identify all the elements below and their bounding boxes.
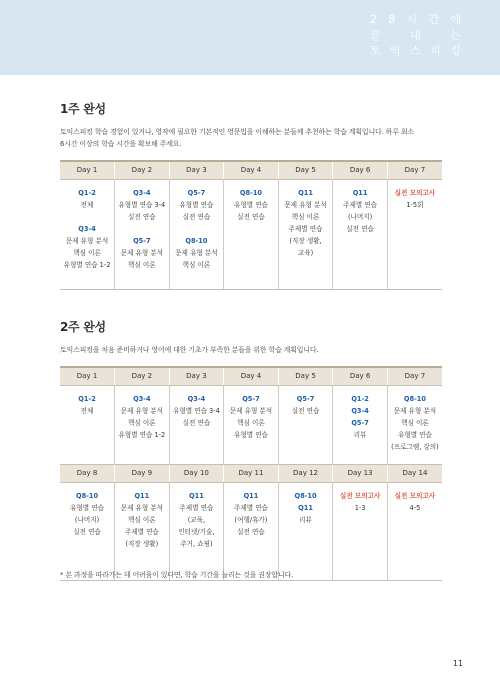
day-header: Day 3 <box>169 367 224 385</box>
question-range: Q1-2 <box>78 188 96 197</box>
section-description <box>60 126 442 150</box>
study-block <box>170 490 224 550</box>
study-block <box>333 393 387 441</box>
activity-line: 실전 연습 <box>73 527 101 536</box>
activity-line: (직장 생활) <box>125 539 159 548</box>
question-range: Q3-4 <box>78 224 96 233</box>
book-title-char: 피 <box>430 44 442 57</box>
question-range: Q5-7 <box>242 394 260 403</box>
activity-line: 문제 유형 분석 <box>393 406 437 415</box>
activity-line: (교육, <box>187 515 206 524</box>
day-header: Day 8 <box>60 464 115 482</box>
schedule-table-1-week <box>60 160 442 290</box>
plan-1-week <box>60 100 442 290</box>
activity-line: 유형별 연습 <box>397 430 432 439</box>
activity-line: 핵심 이론 <box>401 418 429 427</box>
book-title-char: 스 <box>410 44 422 57</box>
book-title-char: 토 <box>370 44 382 57</box>
study-block <box>388 187 442 211</box>
study-block <box>115 187 169 223</box>
day-header: Day 9 <box>115 464 170 482</box>
activity-line: (나머지) <box>74 515 100 524</box>
schedule-table-2-week <box>60 366 442 581</box>
activity-line: 문제 유형 분석 <box>120 406 164 415</box>
day-cell <box>278 179 333 289</box>
footnote: * 본 과정을 따라가는 데 어려움이 있다면, 학습 기간을 늘리는 것을 권장합니다. <box>60 571 294 579</box>
description-line: 6시간 이상의 학습 시간을 확보해 주세요. <box>60 140 182 148</box>
study-block <box>115 393 169 441</box>
activity-line: 1-3 <box>354 503 366 512</box>
day-header: Day 3 <box>169 161 224 179</box>
day-cell <box>60 385 115 464</box>
activity-line: 실전 연습 <box>346 224 374 233</box>
activity-line: 주제별 연습 <box>179 503 214 512</box>
activity-line: 실전 연습 <box>237 212 265 221</box>
book-title-line <box>370 43 462 59</box>
day-cell <box>115 179 170 289</box>
day-header: Day 2 <box>115 161 170 179</box>
activity-line: 유형별 연습 1-2 <box>63 260 111 269</box>
question-range: Q3-4 <box>133 188 151 197</box>
activity-line: 핵심 이론 <box>237 418 265 427</box>
book-title-char: 끝 <box>370 28 382 42</box>
activity-line: 실전 연습 <box>291 406 320 415</box>
day-cell <box>387 179 442 289</box>
day-header: Day 5 <box>278 161 333 179</box>
page-number: 11 <box>452 659 463 668</box>
day-cell <box>169 179 224 289</box>
day-cell <box>60 179 115 289</box>
question-range: Q3-4 <box>133 394 151 403</box>
question-range: Q11 <box>298 188 313 197</box>
section-title: 1주 완성 <box>60 102 106 116</box>
question-range: Q5-7 <box>133 236 151 245</box>
activity-line: 핵심 이론 <box>291 212 320 221</box>
activity-line: 주제별 연습 <box>233 503 268 512</box>
activity-line: 문제 유형 분석 <box>175 248 218 257</box>
question-range: Q5-7 <box>187 188 206 197</box>
book-title-char: 에 <box>450 13 462 26</box>
study-block <box>224 490 278 538</box>
day-cell <box>224 482 279 580</box>
question-range: Q5-7 <box>351 418 369 427</box>
activity-line: 유형별 연습 <box>233 430 268 439</box>
question-range: Q8-10 <box>75 491 99 500</box>
day-header: Day 6 <box>333 161 388 179</box>
day-header: Day 1 <box>60 161 115 179</box>
activity-line: 4-5 <box>409 503 421 512</box>
activity-line: 핵심 이론 <box>182 260 211 269</box>
day-header: Day 7 <box>387 367 442 385</box>
activity-line: 유형별 연습 <box>179 200 214 209</box>
day-cell <box>387 385 442 464</box>
day-header: Day 4 <box>224 367 279 385</box>
activity-line: 유형별 연습 3-4 <box>118 200 166 209</box>
study-block <box>170 187 224 223</box>
section-description <box>60 344 442 356</box>
activity-line: 유형별 연습 <box>70 503 104 512</box>
activity-line: 교육) <box>297 248 314 257</box>
activity-line: 주제별 연습 <box>343 200 378 209</box>
activity-line: 전체 <box>80 406 94 415</box>
question-range: Q8-10 <box>403 394 426 403</box>
study-block <box>60 187 114 211</box>
activity-line: 1-5회 <box>406 200 424 209</box>
activity-line: 리뷰 <box>299 515 312 524</box>
activity-line: (직장 생활, <box>289 236 322 245</box>
activity-line: 주제별 연습 <box>124 527 159 536</box>
activity-line: 실전 연습 <box>182 418 211 427</box>
question-range: Q11 <box>298 503 313 512</box>
description-line: 토익스피킹을 처음 준비하거나 영어에 대한 기초가 부족한 분들을 위한 학습 계획입니다. <box>60 346 319 354</box>
book-title-char: 2 <box>370 13 378 26</box>
activity-line: 실전 연습 <box>237 527 265 536</box>
study-block <box>279 187 333 259</box>
activity-line: 리뷰 <box>353 430 367 439</box>
study-block <box>279 490 333 526</box>
day-header: Day 14 <box>387 464 442 482</box>
activity-line: 전체 <box>80 200 94 209</box>
question-range: Q8-10 <box>239 188 263 197</box>
question-range: Q3-4 <box>351 406 369 415</box>
study-block <box>170 393 224 429</box>
activity-line: 유형별 연습 <box>233 200 268 209</box>
book-title-char: 익 <box>390 44 402 57</box>
book-title-char: 내 <box>410 28 422 42</box>
activity-line: (여행/휴가) <box>234 515 268 524</box>
study-block <box>279 393 333 417</box>
question-range: Q5-7 <box>296 394 315 403</box>
activity-line: 인터넷/기술, <box>178 527 215 536</box>
plan-2-week <box>60 318 442 581</box>
day-cell <box>333 385 388 464</box>
day-cell <box>224 385 279 464</box>
question-range: Q11 <box>189 491 204 500</box>
study-block <box>333 187 387 235</box>
activity-line: 문제 유형 분석 <box>65 236 109 245</box>
study-block <box>388 393 442 453</box>
activity-line: 핵심 이론 <box>128 515 156 524</box>
study-block <box>60 393 114 417</box>
activity-line: 주제별 연습 <box>288 224 323 233</box>
question-range: Q11 <box>243 491 259 500</box>
study-block <box>60 223 114 271</box>
activity-line: 주거, 쇼핑) <box>180 539 213 548</box>
day-cell <box>387 482 442 580</box>
book-title-char: 는 <box>450 28 462 42</box>
day-cell <box>224 179 279 289</box>
book-title-char: 8 <box>388 13 397 26</box>
book-title-char: 킹 <box>450 44 462 57</box>
book-title-line <box>370 28 462 44</box>
activity-line: (프로그램, 강의) <box>391 442 439 451</box>
day-header: Day 5 <box>278 367 333 385</box>
activity-line: 문제 유형 분석 <box>229 406 273 415</box>
book-title <box>370 12 462 59</box>
day-cell <box>169 385 224 464</box>
question-range: Q1-2 <box>78 394 96 403</box>
day-header: Day 4 <box>224 161 279 179</box>
day-header: Day 13 <box>333 464 388 482</box>
activity-line: 실전 연습 <box>128 212 156 221</box>
day-cell <box>333 179 388 289</box>
study-block <box>115 235 169 271</box>
activity-line: 문제 유형 분석 <box>284 200 327 209</box>
activity-line: 문제 유형 분석 <box>120 503 164 512</box>
mock-test-label: 실전 모의고사 <box>394 491 436 500</box>
mock-test-label: 실전 모의고사 <box>339 491 381 500</box>
mock-test-label: 실전 모의고사 <box>394 188 436 197</box>
day-header: Day 1 <box>60 367 115 385</box>
question-range: Q1-2 <box>351 394 369 403</box>
book-title-char: 간 <box>428 13 441 26</box>
day-cell <box>169 482 224 580</box>
day-header: Day 7 <box>387 161 442 179</box>
question-range: Q8-10 <box>185 236 208 245</box>
activity-line: 핵심 이론 <box>128 260 156 269</box>
section-title: 2주 완성 <box>60 320 106 334</box>
study-block <box>388 490 442 514</box>
activity-line: 실전 연습 <box>182 212 211 221</box>
day-header: Day 12 <box>278 464 333 482</box>
day-header: Day 11 <box>224 464 279 482</box>
activity-line: 핵심 이론 <box>73 248 101 257</box>
day-cell <box>60 482 115 580</box>
study-block <box>224 393 278 441</box>
study-block <box>60 490 114 538</box>
header-band <box>0 0 500 75</box>
day-header: Day 10 <box>169 464 224 482</box>
activity-line: 문제 유형 분석 <box>120 248 164 257</box>
day-cell <box>115 482 170 580</box>
activity-line: 유형별 연습 3-4 <box>173 406 220 415</box>
day-cell <box>278 482 333 580</box>
study-block <box>170 235 224 271</box>
day-cell <box>115 385 170 464</box>
book-title-line <box>370 12 462 28</box>
activity-line: (나머지) <box>347 212 373 221</box>
book-title-char: 시 <box>406 13 419 26</box>
activity-line: 핵심 이론 <box>128 418 156 427</box>
day-header: Day 6 <box>333 367 388 385</box>
study-block <box>115 490 169 550</box>
day-cell <box>278 385 333 464</box>
description-line: 토익스피킹 학습 경험이 있거나, 영작에 필요한 기본적인 영문법을 이해하는 분들께 추천하는 학습 계획입니다. 하루 최소 <box>60 128 414 136</box>
study-block <box>333 490 387 514</box>
question-range: Q11 <box>134 491 150 500</box>
question-range: Q8-10 <box>294 491 317 500</box>
day-header: Day 2 <box>115 367 170 385</box>
activity-line: 유형별 연습 1-2 <box>118 430 166 439</box>
question-range: Q3-4 <box>187 394 206 403</box>
day-cell <box>333 482 388 580</box>
study-block <box>224 187 278 223</box>
question-range: Q11 <box>352 188 368 197</box>
